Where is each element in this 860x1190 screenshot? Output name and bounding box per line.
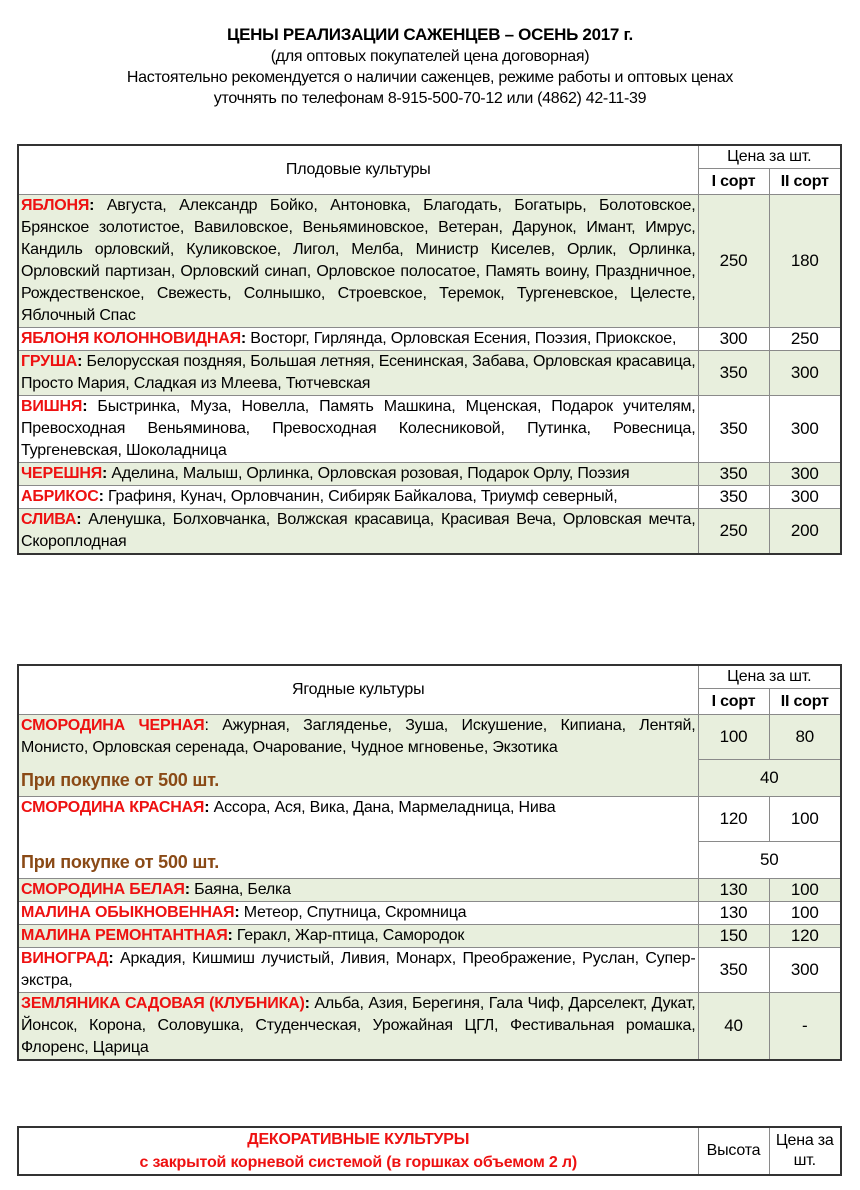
price-grade-2: 100 [769,902,841,925]
variety-cell [18,351,698,396]
crop-name: ГРУША [21,353,78,370]
height-header: Высота [698,1127,769,1175]
decorative-title-line-1: ДЕКОРАТИВНЫЕ КУЛЬТУРЫ [247,1131,470,1148]
price-grade-1: 350 [698,463,769,486]
price-per-unit-header [769,1127,841,1175]
variety-cell [18,993,698,1061]
price-grade-2: 100 [769,879,841,902]
crop-colon: : [98,488,104,505]
crop-name: ВИШНЯ [21,398,83,415]
page-subtitle: (для оптовых покупателей цена договорная) [270,48,590,65]
price-grade-1: 40 [698,993,769,1061]
table-row [18,925,841,948]
table-row [18,351,841,396]
variety-cell [18,463,698,486]
bulk-price: 40 [698,759,841,797]
crop-name: СМОРОДИНА ЧЕРНАЯ [21,717,205,734]
table-row [18,841,841,879]
price-grade-1: 130 [698,879,769,902]
price-grade-2: 300 [769,486,841,509]
bulk-label-cell [18,841,698,879]
crop-colon: : [82,398,88,415]
price-grade-1: 250 [698,195,769,328]
table-row [18,486,841,509]
price-grade-1: 350 [698,396,769,463]
price-grade-2: 300 [769,351,841,396]
price-grade-1: 350 [698,351,769,396]
price-grade-1: 130 [698,902,769,925]
table-row [18,902,841,925]
bulk-purchase-label: При покупке от 500 шт. [21,852,220,872]
decorative-title-line-2: с закрытой корневой системой (в горшках объемом 2 л) [139,1154,577,1171]
crop-varieties: Ажурная, Загляденье, Зуша, Искушение, Кипиана, Лентяй, Монисто, Орловская серенада, Очарование, Чудное мгновенье, Экзотика [21,717,696,756]
crop-varieties: Аделина, Малыш, Орлинка, Орловская розовая, Подарок Орлу, Поэзия [107,465,630,482]
berry-price-table [17,664,842,1061]
bulk-price: 50 [698,841,841,879]
crop-colon: : [89,197,95,214]
crop-name: ЯБЛОНЯ КОЛОННОВИДНАЯ [21,330,241,347]
table-row [18,195,841,328]
crop-colon: : [240,330,247,347]
variety-cell [18,195,698,328]
crop-colon: : [204,799,210,816]
grade-1-header: I сорт [698,169,769,195]
price-per-unit-header: Цена за шт. [698,145,841,169]
crop-varieties: Альба, Азия, Берегиня, Гала Чиф, Дарселект, Дукат, Йонсок, Корона, Соловушка, Студенческая, Урожайная ЦГЛ, Фестивальная ромашка, Флоренс, Царица [21,995,696,1056]
table-row [18,509,841,555]
crop-colon: : [184,881,190,898]
price-grade-2: 300 [769,396,841,463]
variety-cell [18,902,698,925]
price-header-line-1: Цена за [775,1132,834,1149]
variety-cell [18,879,698,902]
page-note-line-2: уточнять по телефонам 8-915-500-70-12 или (4862) 42-11-39 [213,90,647,107]
variety-cell [18,486,698,509]
grade-1-header: I сорт [698,689,769,715]
price-grade-2: 80 [769,715,841,760]
crop-varieties: Метеор, Спутница, Скромница [239,904,467,921]
crop-varieties: Баяна, Белка [189,881,291,898]
crop-name: ВИНОГРАД [21,950,109,967]
price-grade-1: 250 [698,509,769,555]
crop-name: ЗЕМЛЯНИКА САДОВАЯ (КЛУБНИКА) [21,995,305,1012]
crop-colon: : [76,511,82,528]
table-row [18,993,841,1061]
crop-name: СЛИВА [21,511,77,528]
crop-varieties: Аркадия, Кишмиш лучистый, Ливия, Монарх, Преображение, Руслан, Супер-экстра, [21,950,696,989]
crop-name: СМОРОДИНА КРАСНАЯ [21,799,205,816]
crop-varieties: Графиня, Кунач, Орловчанин, Сибиряк Байкалова, Триумф северный, [103,488,618,505]
crop-colon: : [227,927,233,944]
crop-name: МАЛИНА ОБЫКНОВЕННАЯ [21,904,235,921]
price-grade-2: 180 [769,195,841,328]
variety-cell [18,925,698,948]
price-grade-2: - [769,993,841,1061]
grade-2-header: II сорт [769,169,841,195]
table-row [18,797,841,842]
price-per-unit-header: Цена за шт. [698,665,841,689]
crop-colon: : [102,465,108,482]
section-label-fruit: Плодовые культуры [18,145,698,195]
crop-colon: : [234,904,240,921]
crop-varieties: Восторг, Гирлянда, Орловская Есения, Поэзия, Приокское, [246,330,677,347]
variety-cell [18,328,698,351]
crop-colon: : [204,717,209,734]
grade-2-header: II сорт [769,689,841,715]
price-grade-1: 350 [698,486,769,509]
table-row [18,759,841,797]
page-note-line-1: Настоятельно рекомендуется о наличии саженцев, режиме работы и оптовых ценах [126,69,734,86]
crop-name: МАЛИНА РЕМОНТАНТНАЯ [21,927,228,944]
table-row [18,396,841,463]
crop-name: ЯБЛОНЯ [21,197,90,214]
crop-name: СМОРОДИНА БЕЛАЯ [21,881,185,898]
crop-varieties: Аленушка, Болховчанка, Волжская красавица, Красивая Веча, Орловская мечта, Скороплодная [21,511,696,550]
crop-colon: : [77,353,83,370]
page-title: ЦЕНЫ РЕАЛИЗАЦИИ САЖЕНЦЕВ – ОСЕНЬ 2017 г. [227,25,633,44]
price-grade-1: 150 [698,925,769,948]
variety-cell [18,948,698,993]
price-grade-2: 100 [769,797,841,842]
price-grade-2: 200 [769,509,841,555]
price-grade-2: 300 [769,463,841,486]
table-row [18,463,841,486]
table-row [18,328,841,351]
price-grade-1: 120 [698,797,769,842]
price-grade-1: 300 [698,328,769,351]
variety-cell [18,509,698,555]
price-grade-2: 300 [769,948,841,993]
decorative-section-title [18,1127,698,1175]
variety-cell [18,396,698,463]
table-row [18,948,841,993]
variety-cell [18,715,698,760]
crop-name: АБРИКОС [21,488,99,505]
variety-cell [18,797,698,842]
bulk-purchase-label: При покупке от 500 шт. [21,770,220,790]
table-row [18,715,841,760]
decorative-price-table [17,1126,842,1176]
crop-varieties: Ассора, Ася, Вика, Дана, Мармеладница, Нива [209,799,556,816]
price-grade-1: 350 [698,948,769,993]
crop-colon: : [304,995,310,1012]
table-row [18,879,841,902]
price-grade-2: 250 [769,328,841,351]
bulk-label-cell [18,759,698,797]
crop-name: ЧЕРЕШНЯ [21,465,102,482]
crop-colon: : [108,950,114,967]
document-header [0,24,860,109]
section-label-berry: Ягодные культуры [18,665,698,715]
crop-varieties: Белорусская поздняя, Большая летняя, Есенинская, Забава, Орловская красавица, Просто Мария, Сладкая из Млеева, Тютчевская [21,353,696,392]
fruit-price-table [17,144,842,555]
crop-varieties: Августа, Александр Бойко, Антоновка, Благодать, Богатырь, Болотовское, Брянское золотистое, Вавиловское, Веньяминовское, Ветеран, Дарунок, Имант, Имрус, Кандиль орловский, Куликовское, Лигол, Мелба, Министр Киселев, Орлик, Орлинка, Орловский партизан, Орловский синап, Орловское полосатое, Память воину, Праздничное, Рождественское, Свежесть, Солнышко, Строевское, Теремок, Тургеневское, Целесте, Яблочный Спас [21,197,696,324]
price-grade-2: 120 [769,925,841,948]
price-grade-1: 100 [698,715,769,760]
crop-varieties: Быстринка, Муза, Новелла, Память Машкина, Мценская, Подарок учителям, Превосходная Веньяминова, Превосходная Колесниковой, Путинка, Ровесница, Тургеневская, Шоколадница [21,398,696,459]
price-header-line-2: шт. [793,1152,816,1169]
crop-varieties: Геракл, Жар-птица, Самородок [232,927,465,944]
